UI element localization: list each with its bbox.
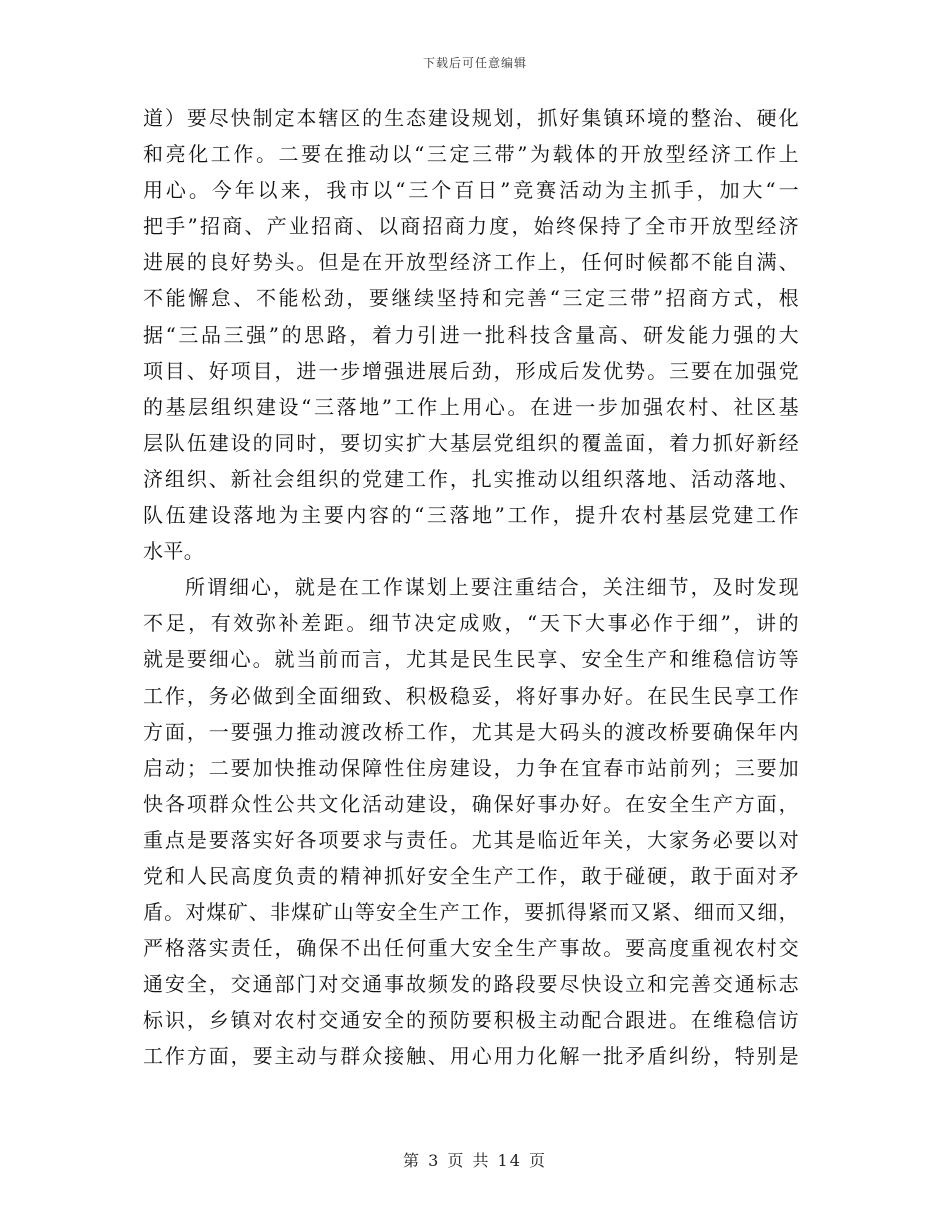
text-line: 队伍建设落地为主要内容的“三落地”工作，提升农村基层党建工作 [143,503,799,528]
text-line: 道）要尽快制定本辖区的生态建设规划，抓好集镇环境的整治、硬化 [143,106,799,130]
text-line: 快各项群众性公共文化活动建设，确保好事办好。在安全生产方面， [143,791,799,816]
text-line: 通安全，交通部门对交通事故频发的路段要尽快设立和完善交通标志 [143,972,799,997]
text-line: 方面，一要强力推动渡改桥工作，尤其是大码头的渡改桥要确保年内 [143,719,799,744]
text-line: 标识，乡镇对农村交通安全的预防要积极主动配合跟进。在维稳信访 [143,1008,799,1033]
text-line-paragraph-end: 水平。 [143,539,205,564]
page-header-note: 下载后可任意编辑 [422,56,527,70]
text-line: 层队伍建设的同时，要切实扩大基层党组织的覆盖面，着力抓好新经 [143,430,799,455]
text-line: 就是要细心。就当前而言，尤其是民生民享、安全生产和维稳信访等 [143,647,799,672]
text-line: 不足，有效弥补差距。细节决定成败，“天下大事必作于细”，讲的 [143,611,799,636]
text-line: 严格落实责任，确保不出任何重大安全生产事故。要高度重视农村交 [143,936,799,961]
text-line: 的基层组织建设“三落地”工作上用心。在进一步加强农村、社区基 [143,394,799,419]
text-line: 进展的良好势头。但是在开放型经济工作上，任何时候都不能自满、 [143,250,799,275]
text-line: 启动；二要加快推动保障性住房建设，力争在宜春市站前列；三要加 [143,755,799,780]
text-line: 济组织、新社会组织的党建工作，扎实推动以组织落地、活动落地、 [143,466,799,491]
text-line: 把手”招商、产业招商、以商招商力度，始终保持了全市开放型经济 [143,214,799,239]
text-line: 重点是要落实好各项要求与责任。尤其是临近年关，大家务必要以对 [143,827,799,852]
text-line: 据“三品三强”的思路，着力引进一批科技含量高、研发能力强的大 [143,322,799,347]
text-line: 用心。今年以来，我市以“三个百日”竞赛活动为主抓手，加大“一 [143,178,799,203]
text-line: 项目、好项目，进一步增强进展后劲，形成后发优势。三要在加强党 [143,358,799,383]
text-line: 不能懈怠、不能松劲，要继续坚持和完善“三定三带”招商方式，根 [143,286,799,311]
text-line: 党和人民高度负责的精神抓好安全生产工作，敢于碰硬，敢于面对矛 [143,863,799,888]
text-line: 工作方面，要主动与群众接触、用心用力化解一批矛盾纠纷，特别是 [143,1044,799,1069]
text-line-paragraph-start: 所谓细心，就是在工作谋划上要注重结合，关注细节，及时发现 [185,575,799,600]
text-line: 盾。对煤矿、非煤矿山等安全生产工作，要抓得紧而又紧、细而又细， [143,900,799,925]
page-number-footer: 第 3 页 共 14 页 [403,1151,547,1170]
text-line: 和亮化工作。二要在推动以“三定三带”为载体的开放型经济工作上 [143,142,799,167]
document-body [143,100,799,1075]
text-line: 工作，务必做到全面细致、积极稳妥，将好事办好。在民生民享工作 [143,683,799,708]
